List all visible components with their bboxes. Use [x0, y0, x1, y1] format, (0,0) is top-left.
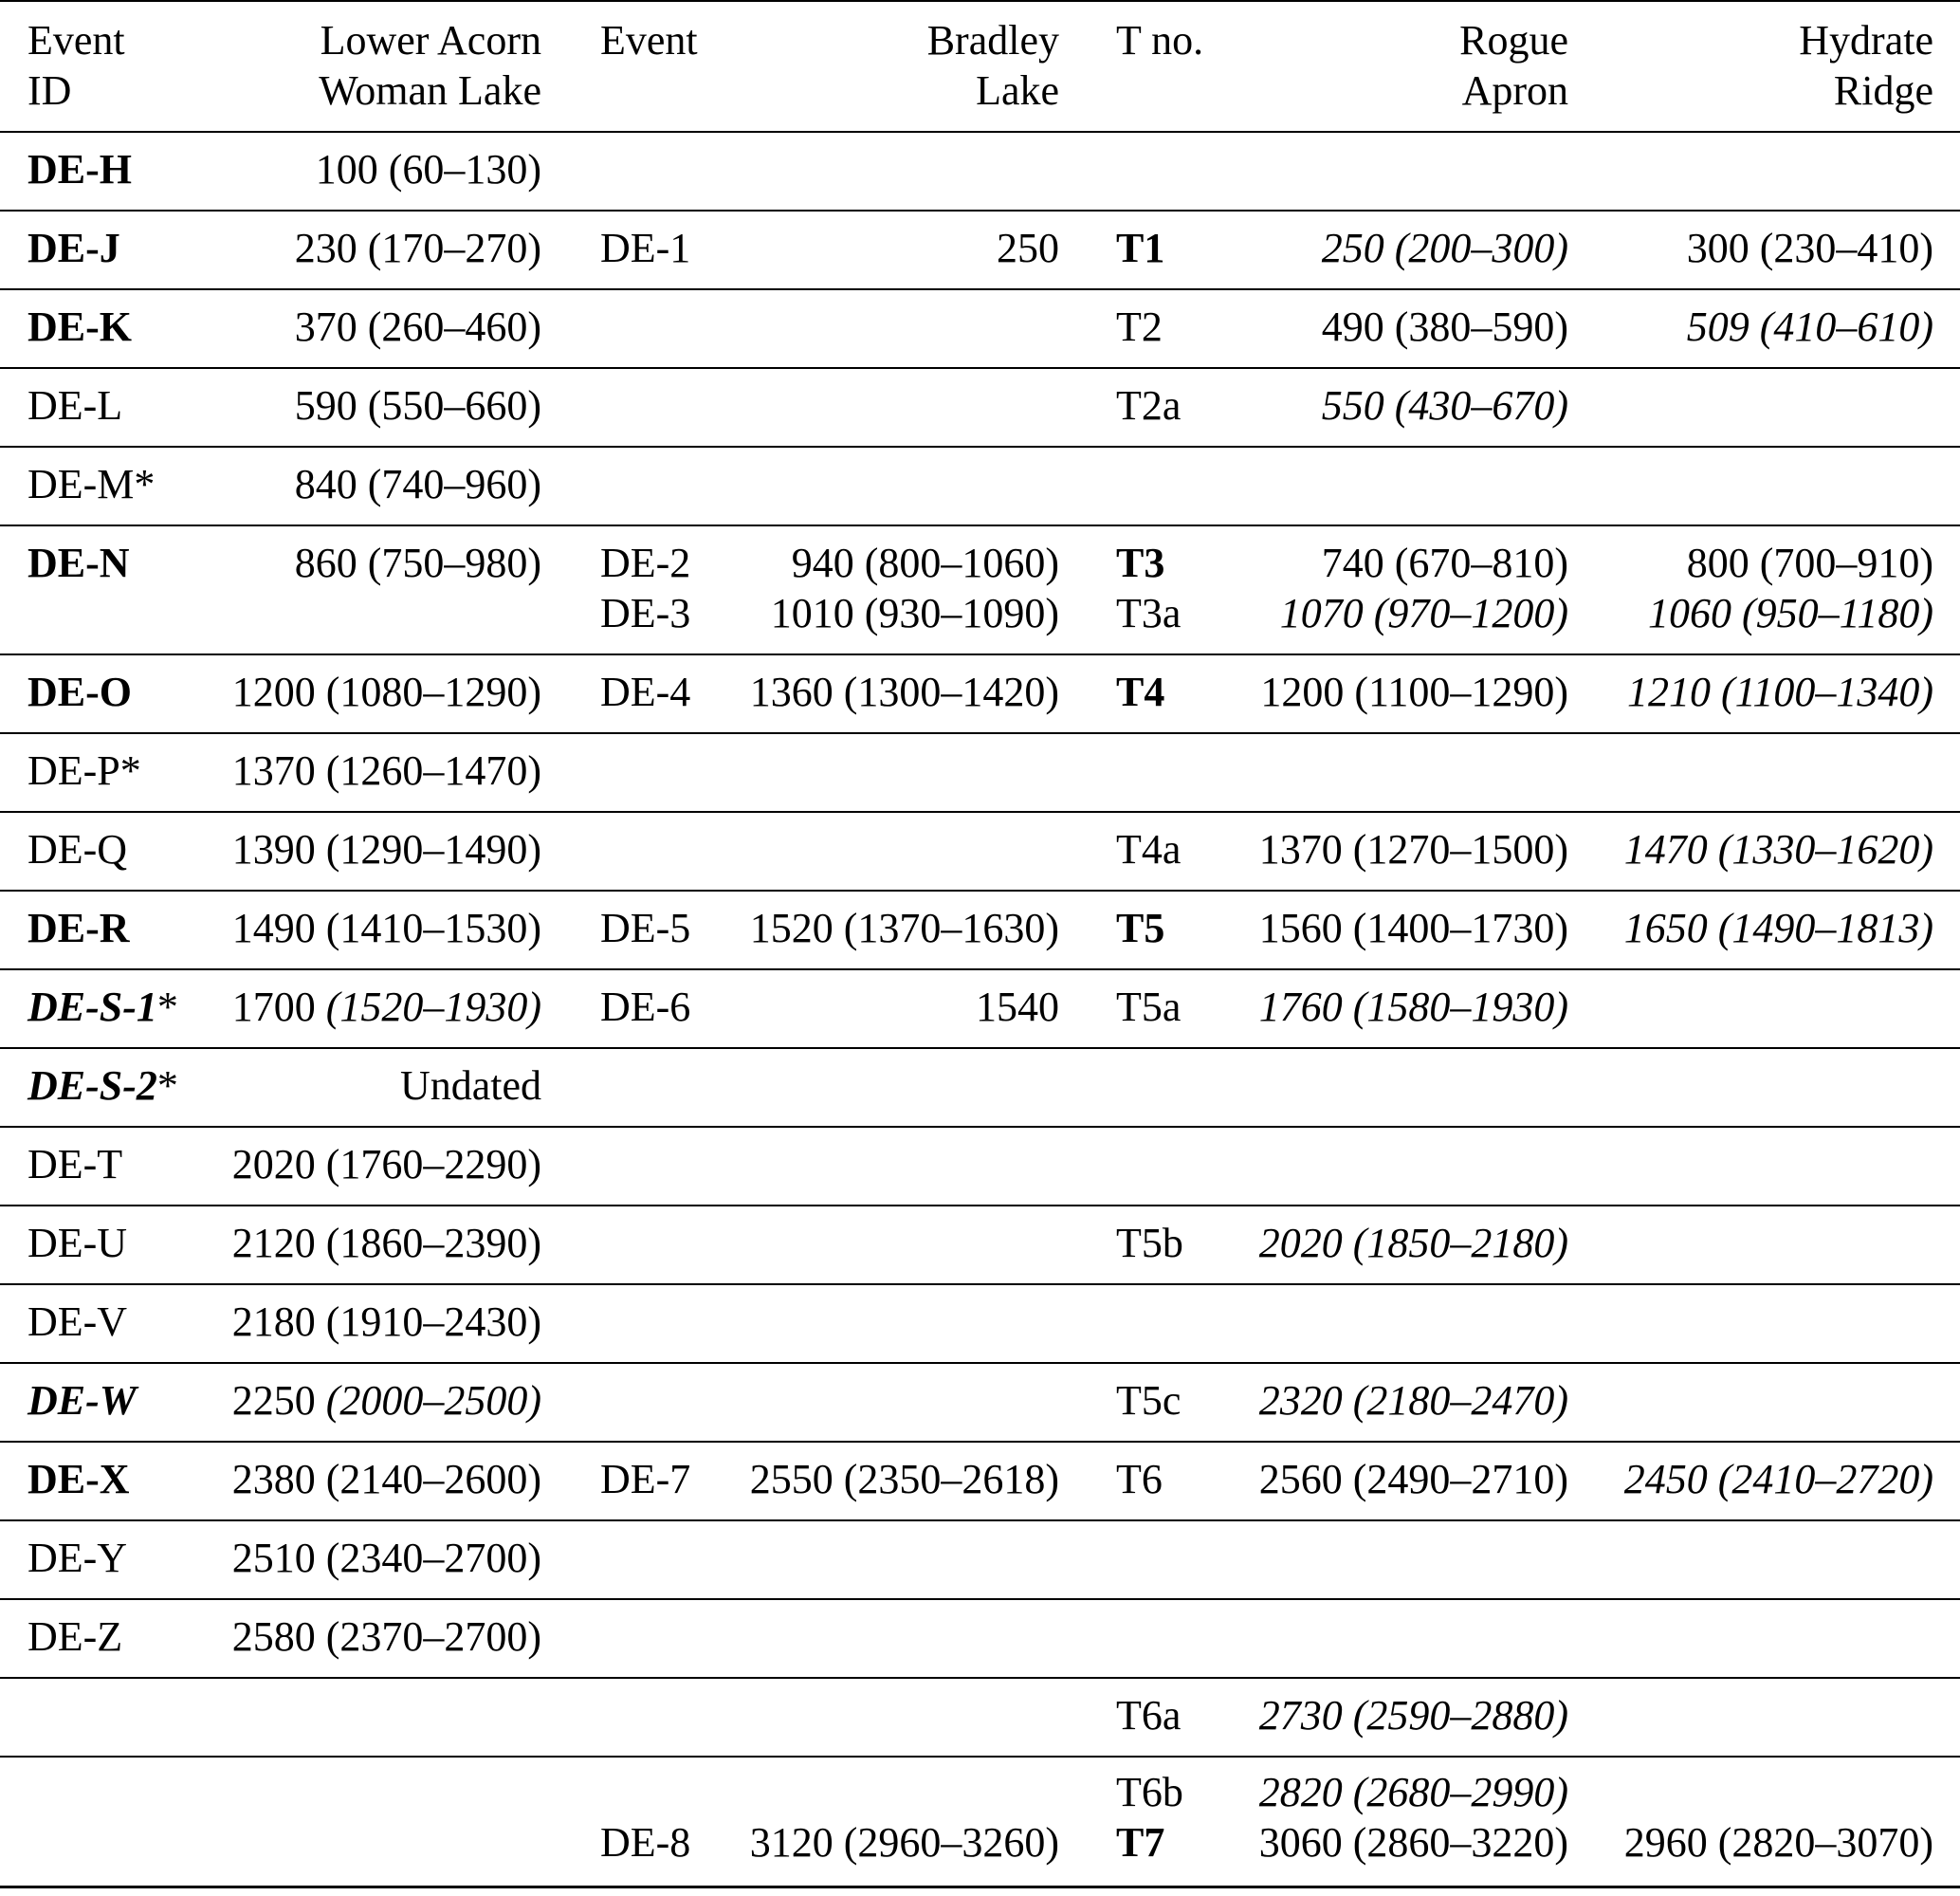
table-row — [0, 655, 1960, 734]
table-row — [0, 133, 1960, 212]
bradley-event-cell: DE-8 — [600, 1819, 691, 1866]
rogue-apron-cell: 1200 (1100–1290) — [1260, 669, 1568, 715]
bradley-event-cell: DE-7 — [600, 1456, 691, 1502]
hydrate-ridge-cell: 1210 (1100–1340) — [1626, 669, 1933, 715]
lower-acorn-cell: 100 (60–130) — [315, 146, 541, 193]
table-row — [0, 526, 1960, 655]
table-row — [0, 1206, 1960, 1285]
rogue-apron-cell: 2560 (2490–2710) — [1258, 1456, 1568, 1502]
t-no-cell: T5 — [1116, 905, 1165, 951]
bradley-lake-cell: 2550 (2350–2618) — [749, 1456, 1059, 1502]
table-row — [0, 1443, 1960, 1521]
table-row — [0, 369, 1960, 448]
table-row — [0, 892, 1960, 970]
lower-acorn-cell: 2250 (2000–2500) — [231, 1377, 541, 1424]
bradley-lake-cell: 1540 — [976, 984, 1059, 1030]
hydrate-ridge-cell: 2450 (2410–2720) — [1623, 1456, 1933, 1502]
t-no-cell: T5a — [1116, 984, 1181, 1030]
lower-acorn-cell: 370 (260–460) — [294, 304, 541, 350]
event-id-cell: DE-N — [27, 540, 130, 586]
event-id-cell: DE-T — [27, 1141, 123, 1187]
rogue-apron-cell: 250 (200–300) — [1321, 225, 1568, 271]
hydrate-ridge-cell: 1650 (1490–1813) — [1623, 905, 1933, 951]
table-row — [0, 734, 1960, 813]
bradley-lake-cell: 1520 (1370–1630) — [749, 905, 1059, 951]
t-no-cell: T5b — [1116, 1220, 1183, 1266]
lower-acorn-cell: 2120 (1860–2390) — [231, 1220, 541, 1266]
rogue-apron-cell: 2320 (2180–2470) — [1258, 1377, 1568, 1424]
bradley-lake-cell: 250 — [997, 225, 1059, 271]
rogue-apron-cell: 1370 (1270–1500) — [1258, 826, 1568, 873]
table-row — [0, 1521, 1960, 1600]
hydrate-ridge-cell: 2960 (2820–3070) — [1623, 1819, 1933, 1866]
header-event-id: Event ID — [27, 17, 125, 114]
header-rogue-apron: Rogue Apron — [1459, 17, 1568, 114]
rogue-apron-cell: 1560 (1400–1730) — [1258, 905, 1568, 951]
rogue-apron-cell: 2020 (1850–2180) — [1258, 1220, 1568, 1266]
rogue-apron-cell: 2820 (2680–2990) 3060 (2860–3220) — [1258, 1769, 1568, 1866]
lower-acorn-cell: Undated — [399, 1062, 541, 1109]
event-id-cell: DE-U — [27, 1220, 128, 1266]
bradley-event-cell: DE-5 — [600, 905, 691, 951]
event-id-cell: DE-S-2* — [27, 1062, 178, 1109]
table-row — [0, 1758, 1960, 1888]
t-no-cell: T5c — [1116, 1377, 1181, 1424]
table-row — [0, 448, 1960, 526]
event-id-cell: DE-M* — [27, 461, 156, 507]
hydrate-ridge-cell: 300 (230–410) — [1686, 225, 1933, 271]
t-no-cell: T6b T7 — [1116, 1769, 1183, 1866]
lower-acorn-cell: 1700 (1520–1930) — [231, 984, 541, 1030]
event-id-cell: DE-P* — [27, 747, 141, 794]
lower-acorn-cell: 860 (750–980) — [294, 540, 541, 586]
table-row — [0, 212, 1960, 290]
t-no-cell: T3 T3a — [1116, 540, 1181, 636]
header-hydrate-ridge: Hydrate Ridge — [1799, 17, 1933, 114]
bradley-event-cell: DE-1 — [600, 225, 691, 271]
lower-acorn-cell: 2580 (2370–2700) — [231, 1613, 541, 1660]
event-id-cell: DE-Q — [27, 826, 128, 873]
bradley-event-cell: DE-2 DE-3 — [600, 540, 691, 636]
event-id-cell: DE-V — [27, 1298, 128, 1345]
table-row — [0, 1285, 1960, 1364]
header-bradley-lake: Bradley Lake — [926, 17, 1059, 114]
table-row — [0, 290, 1960, 369]
header-t-no: T no. — [1116, 17, 1204, 64]
rogue-apron-cell: 550 (430–670) — [1321, 382, 1568, 429]
table-row — [0, 813, 1960, 892]
bradley-event-cell: DE-4 — [600, 669, 691, 715]
t-no-cell: T2 — [1116, 304, 1163, 350]
header-bradley-event: Event — [600, 17, 698, 64]
event-id-cell: DE-Y — [27, 1535, 128, 1581]
rogue-apron-cell: 490 (380–590) — [1321, 304, 1568, 350]
lower-acorn-cell: 590 (550–660) — [294, 382, 541, 429]
table-row — [0, 1049, 1960, 1128]
lower-acorn-cell: 1490 (1410–1530) — [231, 905, 541, 951]
lower-acorn-cell: 2020 (1760–2290) — [231, 1141, 541, 1187]
lower-acorn-cell: 1200 (1080–1290) — [231, 669, 541, 715]
table-row — [0, 1364, 1960, 1443]
event-id-cell: DE-X — [27, 1456, 130, 1502]
table-row — [0, 970, 1960, 1049]
t-no-cell: T4a — [1116, 826, 1181, 873]
table-row — [0, 1128, 1960, 1206]
t-no-cell: T2a — [1116, 382, 1181, 429]
table-row — [0, 1600, 1960, 1679]
t-no-cell: T4 — [1116, 669, 1165, 715]
hydrate-ridge-cell: 509 (410–610) — [1686, 304, 1933, 350]
lower-acorn-cell: 2180 (1910–2430) — [231, 1298, 541, 1345]
rogue-apron-cell: 740 (670–810) 1070 (970–1200) — [1279, 540, 1568, 636]
event-id-cell: DE-L — [27, 382, 123, 429]
event-id-cell: DE-W — [27, 1377, 137, 1424]
event-id-cell: DE-S-1* — [27, 984, 178, 1030]
lower-acorn-cell: 1390 (1290–1490) — [231, 826, 541, 873]
table-header-row — [0, 2, 1960, 133]
hydrate-ridge-cell: 800 (700–910) 1060 (950–1180) — [1647, 540, 1933, 636]
t-no-cell: T6 — [1116, 1456, 1163, 1502]
lower-acorn-cell: 840 (740–960) — [294, 461, 541, 507]
hydrate-ridge-cell: 1470 (1330–1620) — [1623, 826, 1933, 873]
event-id-cell: DE-R — [27, 905, 130, 951]
table-row — [0, 1679, 1960, 1758]
lower-acorn-cell: 230 (170–270) — [294, 225, 541, 271]
bradley-lake-cell: 1360 (1300–1420) — [749, 669, 1059, 715]
rogue-apron-cell: 1760 (1580–1930) — [1258, 984, 1568, 1030]
event-id-cell: DE-Z — [27, 1613, 123, 1660]
lower-acorn-cell: 2380 (2140–2600) — [231, 1456, 541, 1502]
bradley-event-cell: DE-6 — [600, 984, 691, 1030]
header-lower-acorn-woman-lake: Lower Acorn Woman Lake — [319, 17, 541, 114]
event-id-cell: DE-H — [27, 146, 132, 193]
t-no-cell: T1 — [1116, 225, 1165, 271]
event-id-cell: DE-J — [27, 225, 120, 271]
bradley-lake-cell: 940 (800–1060) 1010 (930–1090) — [770, 540, 1059, 636]
lower-acorn-cell: 2510 (2340–2700) — [231, 1535, 541, 1581]
t-no-cell: T6a — [1116, 1692, 1181, 1739]
event-id-cell: DE-O — [27, 669, 132, 715]
lower-acorn-cell: 1370 (1260–1470) — [231, 747, 541, 794]
bradley-lake-cell: 3120 (2960–3260) — [749, 1819, 1059, 1866]
rogue-apron-cell: 2730 (2590–2880) — [1258, 1692, 1568, 1739]
event-id-cell: DE-K — [27, 304, 132, 350]
